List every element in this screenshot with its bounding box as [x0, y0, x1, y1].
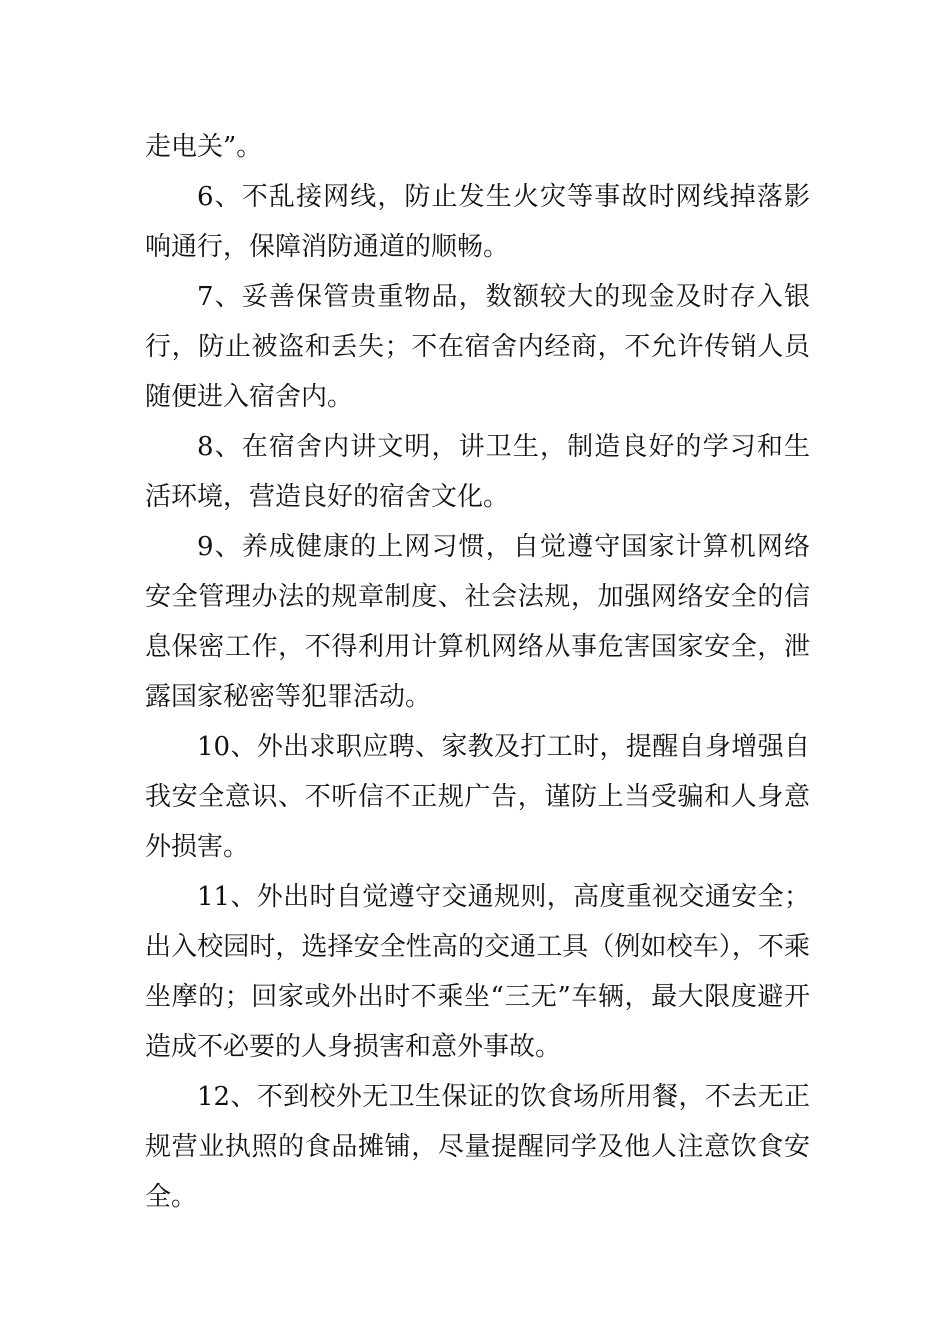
paragraph-item-9: 9、养成健康的上网习惯，自觉遵守国家计算机网络安全管理办法的规章制度、社会法规，加强网络安全的信息保密工作，不得利用计算机网络从事危害国家安全，泄露国家秘密等犯罪活动。 [145, 532, 810, 712]
paragraph-continuation: 走电关”。 [145, 132, 263, 162]
paragraph-item-8: 8、在宿舍内讲文明，讲卫生，制造良好的学习和生活环境，营造良好的宿舍文化。 [145, 432, 810, 512]
paragraph-item-7: 7、妥善保管贵重物品，数额较大的现金及时存入银行，防止被盗和丢失；不在宿舍内经商，不允许传销人员随便进入宿舍内。 [145, 282, 810, 412]
paragraph-item-12: 12、不到校外无卫生保证的饮食场所用餐，不去无正规营业执照的食品摊铺，尽量提醒同学及他人注意饮食安全。 [145, 1082, 810, 1212]
document-body [145, 122, 810, 1222]
paragraph-item-10: 10、外出求职应聘、家教及打工时，提醒自身增强自我安全意识、不听信不正规广告，谨防上当受骗和人身意外损害。 [145, 732, 810, 862]
paragraph-item-6: 6、不乱接网线，防止发生火灾等事故时网线掉落影响通行，保障消防通道的顺畅。 [145, 182, 810, 262]
paragraph-item-11: 11、外出时自觉遵守交通规则，高度重视交通安全；出入校园时，选择安全性高的交通工具（例如校车），不乘坐摩的；回家或外出时不乘坐“三无”车辆，最大限度避开造成不必要的人身损害和意外事故。 [145, 882, 810, 1062]
